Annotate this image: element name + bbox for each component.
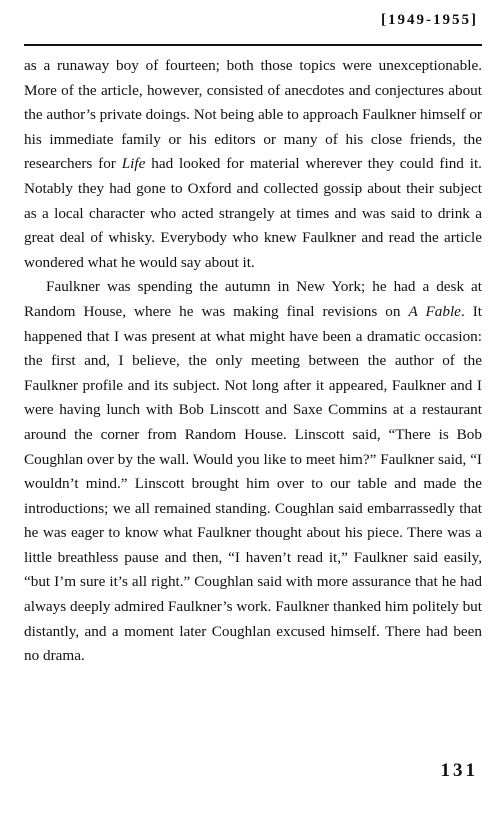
paragraph-2-text-c: . It happened that I was present at what might have been a dramatic occasion: the first and, I believe, the only meeting between the author of the Faulkner profile and its subject. Not long after it appeared, Faulkner and I were having lunch with Bob Linscott and Saxe Commins at a restaurant around the corner from Random House. Linscott said, “There is Bob Coughlan over by the wall. Would you like to meet him?” Faulkner said, “I wouldn’t mind.” Linscott brought him over to our table and made the introductions; we all remained standing. Coughlan said embarrassedly that he was eager to know what Faulkner thought about his piece. There was a little breathless pause and then, “I haven’t read it,” Faulkner said easily, “but I’m sure it’s all right.” Coughlan said with more assurance that he had always deeply admired Faulkner’s work. Faulkner thanked him politely but distantly, and a moment later Coughlan excused himself. There had been no drama.: [24, 302, 483, 665]
running-head: [1949-1955]: [381, 12, 478, 28]
paragraph-2: [24, 275, 482, 669]
page-number: 131: [440, 760, 478, 781]
paragraph-1-text-c: had looked for material wherever they could find it. Notably they had gone to Oxford and collected gossip about their subject as a local character who acted strangely at times and was said to drink a great deal of whisky. Everybody who knew Faulkner and read the article wondered what he would say about it.: [24, 155, 482, 271]
book-title-a-fable: A Fable: [408, 302, 461, 320]
magazine-title-life: Life: [121, 155, 146, 173]
paragraph-1: [24, 54, 482, 275]
header-rule: [24, 44, 482, 46]
paragraph-2-text-a: Faulkner was spending the autumn in New York; he had a desk at Random House, where he was making final revisions on: [24, 278, 482, 320]
paragraph-1-text-a: as a runaway boy of fourteen; both those topics were unexceptionable. More of the article, however, consisted of anecdotes and conjectures about the author’s private doings. Not being able to approach Faulkner himself or his immediate family or his editors or many of his close friends, the researchers for: [24, 57, 482, 173]
body-text: [24, 54, 482, 669]
